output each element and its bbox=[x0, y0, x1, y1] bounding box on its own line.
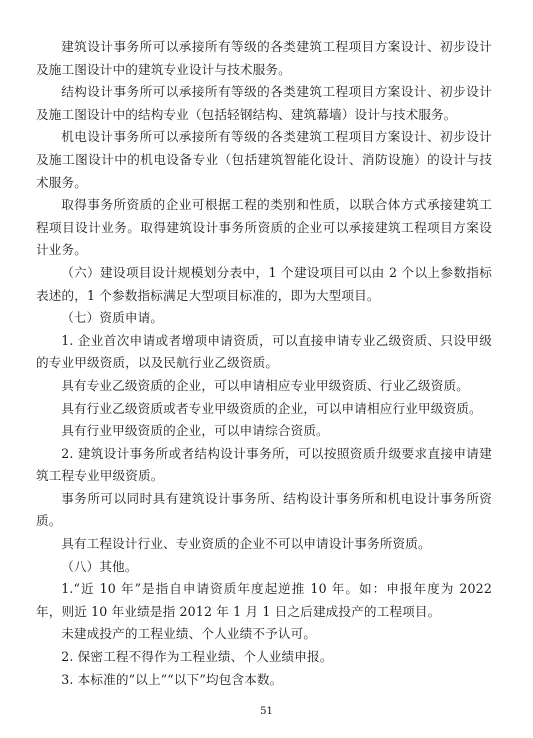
paragraph: 具有行业乙级资质或者专业甲级资质的企业，可以申请相应行业甲级资质。 bbox=[61, 400, 482, 416]
paragraph: 具有工程设计行业、专业资质的企业不可以申请设计事务所资质。 bbox=[61, 536, 431, 552]
paragraph: 1.“近 10 年”是指自申请资质年度起逆推 10 年。如：申报年度为 2022 年，则近 10 年业绩是指 2012 年 1 月 1 日之后建成投产的工程项目。 bbox=[36, 581, 492, 619]
paragraph: 具有行业甲级资质的企业，可以申请综合资质。 bbox=[61, 423, 329, 439]
paragraph: 1. 企业首次申请或者增项申请资质，可以直接申请专业乙级资质、只设甲级的专业甲级资质，以及民航行业乙级资质。 bbox=[36, 332, 492, 371]
paragraph: 2. 建筑设计事务所或者结构设计事务所，可以按照资质升级要求直接申请建筑工程专业甲级资质。 bbox=[36, 445, 492, 484]
paragraph: 具有专业乙级资质的企业，可以申请相应专业甲级资质、行业乙级资质。 bbox=[61, 377, 469, 393]
body-text bbox=[36, 36, 492, 691]
paragraph: 未建成投产的工程业绩、个人业绩不予认可。 bbox=[61, 626, 317, 642]
section-heading: （七）资质申请。 bbox=[61, 310, 164, 326]
paragraph: 建筑设计事务所可以承接所有等级的各类建筑工程项目方案设计、初步设计及施工图设计中的建筑专业设计与技术服务。 bbox=[36, 39, 492, 77]
paragraph: 3. 本标准的“以上”“以下”均包含本数。 bbox=[61, 671, 283, 687]
paragraph: 事务所可以同时具有建筑设计事务所、结构设计事务所和机电设计事务所资质。 bbox=[36, 490, 492, 529]
paragraph: 结构设计事务所可以承接所有等级的各类建筑工程项目方案设计、初步设计及施工图设计中的结构专业（包括轻钢结构、建筑幕墙）设计与技术服务。 bbox=[36, 84, 492, 122]
section-heading: （八）其他。 bbox=[61, 558, 138, 574]
paragraph: （六）建设项目设计规模划分表中，1 个建设项目可以由 2 个以上参数指标表述的，1 个参数指标满足大型项目标准的，即为大型项目。 bbox=[36, 264, 492, 303]
paragraph: 取得事务所资质的企业可根据工程的类别和性质，以联合体方式承接建筑工程项目设计业务。取得建筑设计事务所资质的企业可以承接建筑工程项目方案设计业务。 bbox=[36, 197, 492, 258]
paragraph: 2. 保密工程不得作为工程业绩、个人业绩申报。 bbox=[61, 649, 333, 665]
paragraph: 机电设计事务所可以承接所有等级的各类建筑工程项目方案设计、初步设计及施工图设计中的机电设备专业（包括建筑智能化设计、消防设施）的设计与技术服务。 bbox=[36, 129, 492, 190]
page-number: 51 bbox=[260, 706, 273, 717]
